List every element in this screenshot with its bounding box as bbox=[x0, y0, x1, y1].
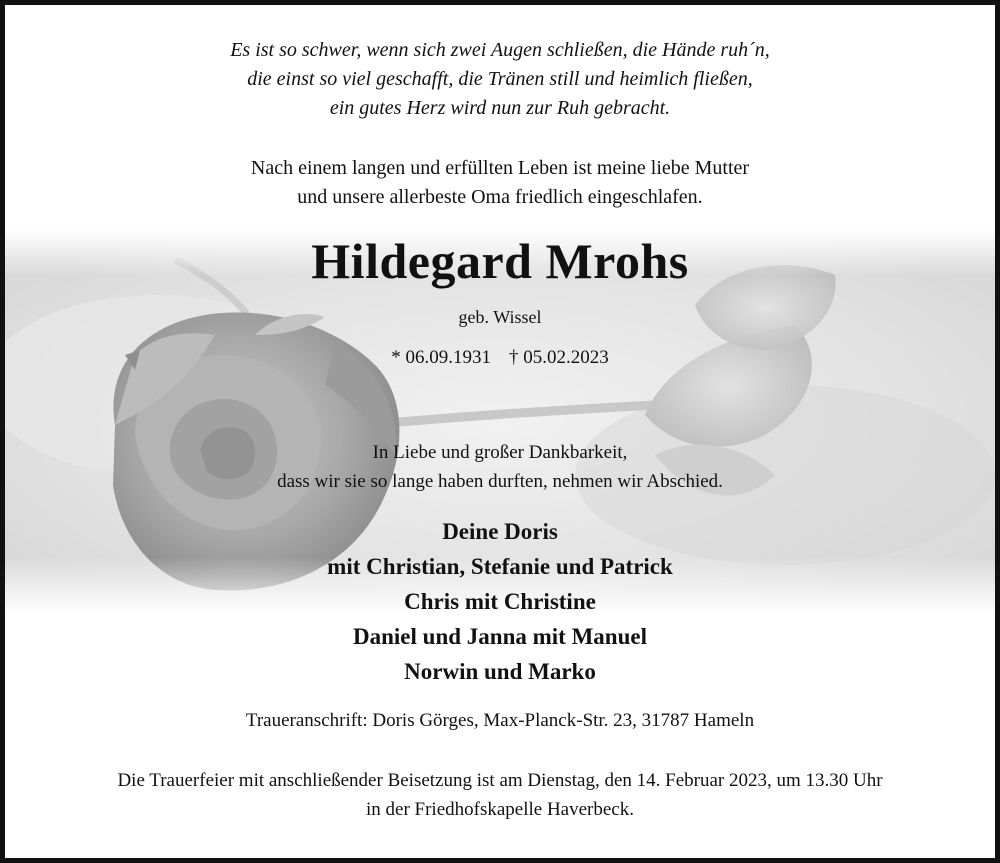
poem bbox=[5, 36, 995, 123]
poem-line: Es ist so schwer, wenn sich zwei Augen schließen, die Hände ruh´n, bbox=[230, 39, 770, 61]
mourner-line: Chris mit Christine bbox=[404, 589, 596, 614]
funeral-line: in der Friedhofskapelle Haverbeck. bbox=[365, 799, 634, 820]
farewell-line: In Liebe und großer Dankbarkeit, bbox=[372, 442, 628, 463]
farewell-text bbox=[5, 438, 995, 496]
intro-text bbox=[5, 154, 995, 212]
deceased-name: Hildegard Mrohs bbox=[311, 233, 689, 289]
death-date: † 05.02.2023 bbox=[509, 347, 609, 368]
mourning-address: Traueranschrift: Doris Görges, Max-Planck-Str. 23, 31787 Hameln bbox=[245, 710, 755, 731]
farewell-line: dass wir sie so lange haben durften, nehmen wir Abschied. bbox=[277, 471, 723, 492]
mourner-line: Deine Doris bbox=[442, 519, 558, 544]
funeral-line: Die Trauerfeier mit anschließender Beisetzung ist am Dienstag, den 14. Februar 2023, um 13.30 Uhr bbox=[117, 770, 883, 791]
funeral-info bbox=[5, 766, 995, 824]
mourner-line: Daniel und Janna mit Manuel bbox=[353, 624, 647, 649]
birth-date: * 06.09.1931 bbox=[391, 347, 491, 368]
birth-name: geb. Wissel bbox=[458, 307, 542, 327]
intro-line: und unsere allerbeste Oma friedlich eingeschlafen. bbox=[297, 186, 703, 208]
intro-line: Nach einem langen und erfüllten Leben ist meine liebe Mutter bbox=[250, 157, 750, 179]
life-dates bbox=[5, 345, 995, 371]
mourners-list bbox=[5, 514, 995, 689]
poem-line: die einst so viel geschafft, die Tränen still und heimlich fließen, bbox=[247, 68, 753, 90]
poem-line: ein gutes Herz wird nun zur Ruh gebracht. bbox=[329, 97, 671, 119]
mourner-line: Norwin und Marko bbox=[404, 659, 596, 684]
mourner-line: mit Christian, Stefanie und Patrick bbox=[327, 554, 673, 579]
